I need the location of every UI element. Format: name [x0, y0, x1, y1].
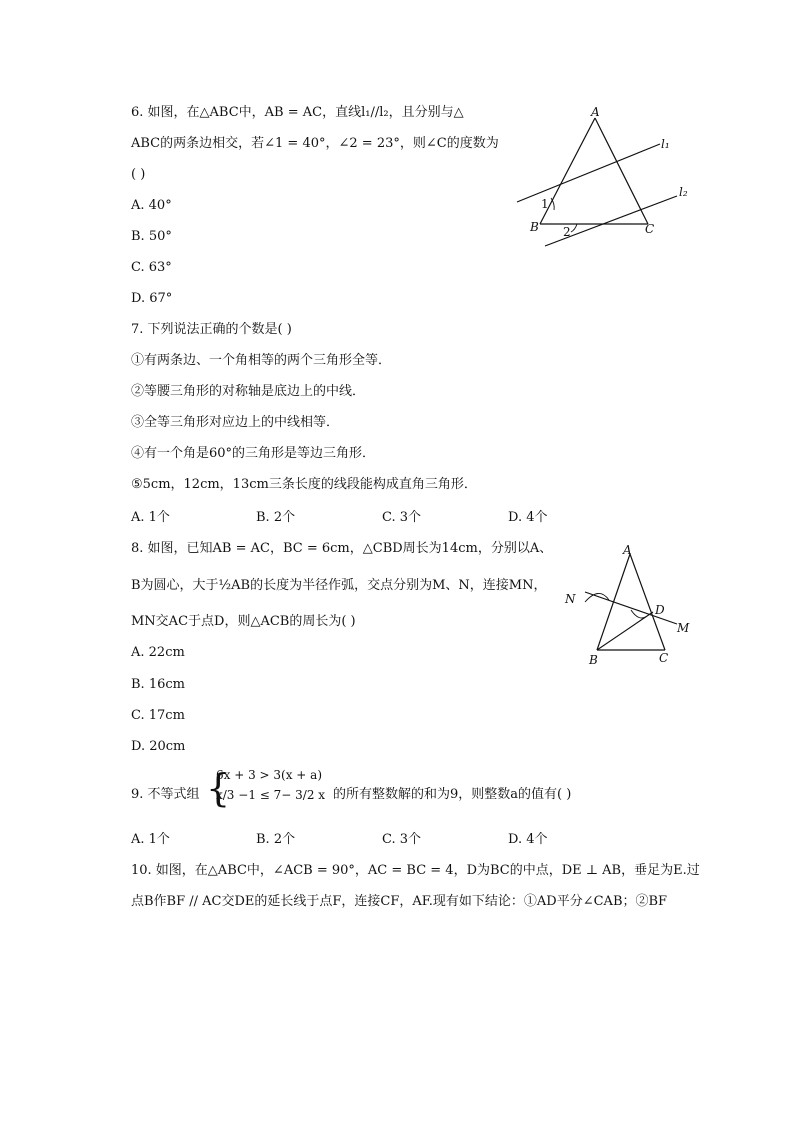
q8-fig-label-b: B	[589, 653, 598, 667]
q10-stem-line-2: 点B作BF // AC交DE的延长线于点F，连接CF，AF.现有如下结论：①AD平分∠CAB；②BF	[131, 894, 668, 909]
q6-fig-label-l1: l₁	[661, 137, 670, 151]
q7-statement-1: ①有两条边、一个角相等的两个三角形全等．	[131, 353, 392, 368]
q7-statement-4: ④有一个角是60°的三角形是等边三角形．	[131, 446, 376, 461]
q9-option-a: A. 1个	[131, 832, 170, 847]
q9-inequality-1: 6x + 3 > 3(x + a)	[216, 768, 323, 782]
q8-stem-line-3: MN交AC于点D，则△ACB的周长为( )	[131, 614, 356, 629]
q8-stem-line-1: 8. 如图，已知AB = AC，BC = 6cm，△CBD周长为14cm，分别以A、	[131, 541, 553, 556]
q8-option-b: B. 16cm	[131, 677, 185, 692]
q9-inequality-2: x/3 −1 ≤ 7− 3/2 x	[216, 788, 326, 802]
q6-fig-label-b: B	[530, 220, 539, 234]
q8-option-c: C. 17cm	[131, 708, 185, 723]
q8-fig-label-m: M	[677, 621, 690, 635]
q9-option-c: C. 3个	[382, 832, 422, 847]
q8-fig-label-a: A	[623, 543, 632, 557]
q6-option-d: D. 67°	[131, 291, 173, 306]
q7-statement-5: ⑤5cm，12cm，13cm三条长度的线段能构成直角三角形．	[131, 477, 477, 492]
q8-option-d: D. 20cm	[131, 739, 186, 754]
q7-option-b: B. 2个	[256, 510, 296, 525]
q6-option-b: B. 50°	[131, 229, 172, 244]
q6-fig-angle-1: 1	[541, 197, 549, 211]
q6-fig-label-a: A	[591, 105, 600, 119]
q7-statement-2: ②等腰三角形的对称轴是底边上的中线．	[131, 384, 366, 399]
q6-fig-angle-2: 2	[563, 225, 571, 239]
q9-option-b: B. 2个	[256, 832, 296, 847]
q6-figure	[505, 100, 705, 264]
q7-stem: 7. 下列说法正确的个数是( )	[131, 322, 292, 337]
q6-fig-label-c: C	[645, 222, 655, 236]
q8-fig-label-n: N	[565, 592, 576, 606]
q7-option-a: A. 1个	[131, 510, 170, 525]
q9-system-brace: {	[206, 766, 231, 810]
q6-option-a: A. 40°	[131, 198, 172, 213]
q6-fig-label-l2: l₂	[679, 185, 688, 199]
q8-figure	[555, 540, 705, 679]
q6-option-c: C. 63°	[131, 260, 172, 275]
q7-option-d: D. 4个	[508, 510, 548, 525]
q9-option-d: D. 4个	[508, 832, 548, 847]
q8-option-a: A. 22cm	[131, 645, 185, 660]
q8-fig-label-d: D	[655, 603, 665, 617]
q6-stem-line-1: 6. 如图，在△ABC中，AB = AC，直线l₁//l₂，且分别与△	[131, 105, 464, 120]
q6-stem-line-2: ABC的两条边相交，若∠1 = 40°，∠2 = 23°，则∠C的度数为	[131, 136, 499, 151]
q7-option-c: C. 3个	[382, 510, 422, 525]
q8-stem-line-2: B为圆心，大于½AB的长度为半径作弧，交点分别为M、N，连接MN，	[131, 578, 547, 593]
q8-fig-label-c: C	[659, 651, 669, 665]
q10-stem-line-1: 10. 如图，在△ABC中，∠ACB = 90°，AC = BC = 4，D为BC的中点，DE ⊥ AB，垂足为E.过	[131, 863, 700, 878]
q7-statement-3: ③全等三角形对应边上的中线相等．	[131, 415, 340, 430]
q9-stem-suffix: 的所有整数解的和为9，则整数a的值有( )	[333, 787, 572, 802]
q9-stem-prefix: 9. 不等式组	[131, 787, 200, 802]
q6-stem-line-3: ( )	[131, 167, 146, 182]
